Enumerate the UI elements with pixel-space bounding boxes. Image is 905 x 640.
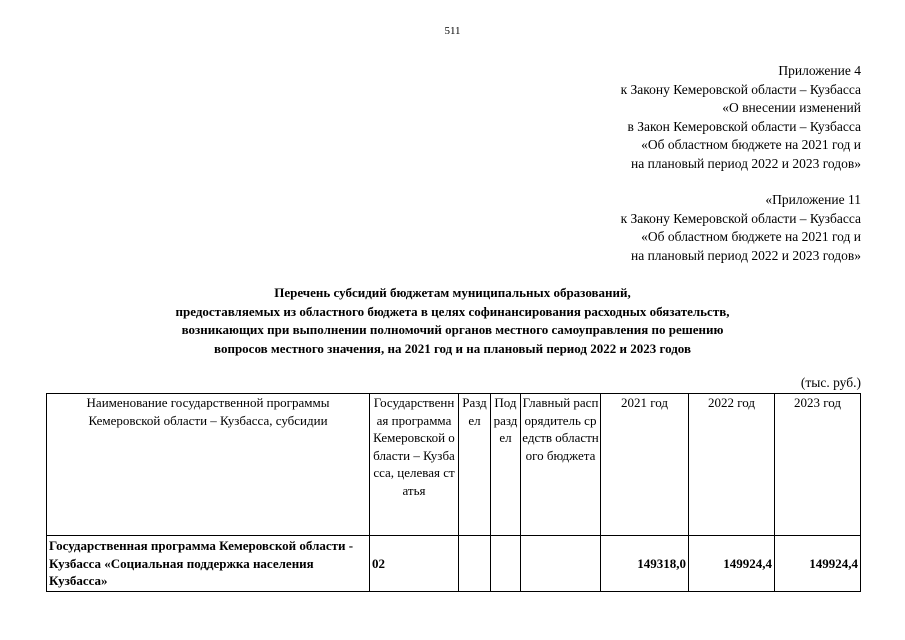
header-2021: 2021 год bbox=[601, 394, 689, 536]
annex-line: на плановый период 2022 и 2023 годов» bbox=[630, 155, 861, 171]
cell-name: Государственная программа Кемеровской области - Кузбасса «Социальная поддержка населения Кузбасса» bbox=[47, 536, 370, 592]
table-row bbox=[47, 536, 861, 592]
cell-2022: 149924,4 bbox=[689, 536, 775, 592]
title-line: вопросов местного значения, на 2021 год и на плановый период 2022 и 2023 годов bbox=[214, 340, 691, 356]
annex-line: Приложение 4 bbox=[778, 63, 861, 78]
title-line: Перечень субсидий бюджетам муниципальных образований, bbox=[274, 285, 631, 300]
cell-2021: 149318,0 bbox=[601, 536, 689, 592]
title-line: возникающих при выполнении полномочий органов местного самоуправления по решению bbox=[181, 322, 724, 337]
annex-line: к Закону Кемеровской области – Кузбасса bbox=[620, 81, 861, 97]
header-manager: Главный распорядитель средств областного бюджета bbox=[521, 394, 601, 536]
cell-subsection bbox=[491, 536, 521, 592]
subsidies-table bbox=[46, 393, 861, 592]
cell-section bbox=[459, 536, 491, 592]
cell-manager bbox=[521, 536, 601, 592]
page-number: 511 bbox=[444, 25, 461, 37]
header-section: Раздел bbox=[459, 394, 491, 536]
annex-header-4 bbox=[621, 62, 861, 173]
cell-2023: 149924,4 bbox=[775, 536, 861, 592]
annex-line: в Закон Кемеровской области – Кузбасса bbox=[627, 118, 861, 134]
table-header-row bbox=[47, 394, 861, 536]
header-2023: 2023 год bbox=[775, 394, 861, 536]
annex-line: на плановый период 2022 и 2023 годов» bbox=[630, 247, 861, 263]
header-article: Государственная программа Кемеровской области – Кузбасса, целевая статья bbox=[370, 394, 459, 536]
annex-line: «О внесении изменений bbox=[722, 100, 861, 115]
header-2022: 2022 год bbox=[689, 394, 775, 536]
annex-line: «Об областном бюджете на 2021 год и bbox=[641, 137, 861, 152]
header-subsection: Подраздел bbox=[491, 394, 521, 536]
title-line: предоставляемых из областного бюджета в целях софинансирования расходных обязательств, bbox=[175, 303, 730, 319]
document-title bbox=[0, 284, 905, 358]
annex-line: «Об областном бюджете на 2021 год и bbox=[641, 229, 861, 244]
cell-article: 02 bbox=[370, 536, 459, 592]
annex-header-11 bbox=[621, 191, 861, 265]
annex-line: к Закону Кемеровской области – Кузбасса bbox=[620, 210, 861, 226]
annex-line: «Приложение 11 bbox=[765, 192, 861, 207]
units-label: (тыс. руб.) bbox=[800, 375, 861, 390]
header-name: Наименование государственной программы Кемеровской области – Кузбасса, субсидии bbox=[47, 394, 370, 536]
